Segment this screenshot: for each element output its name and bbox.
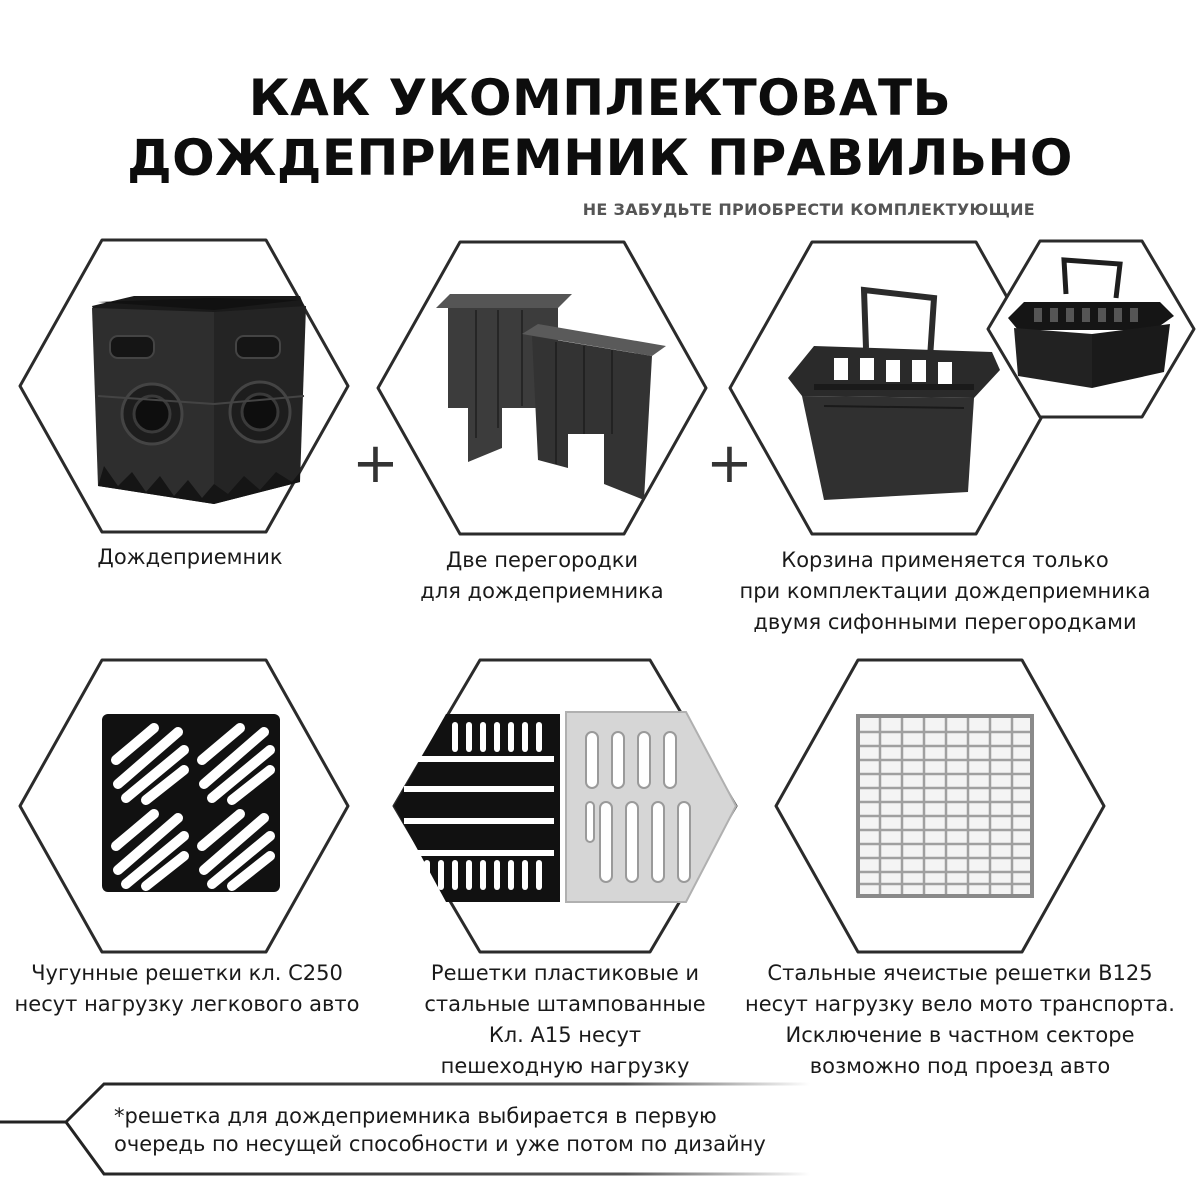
caption-steel-mesh-grate: Стальные ячеистые решетки В125 несут нагрузку вело мото транспорта. Исключение в частном секторе возможно под проезд авто (745, 961, 1175, 1078)
title-line-1: КАК УКОМПЛЕКТОВАТЬ (248, 69, 952, 127)
plastic-steel-grate-icon (394, 712, 736, 902)
plus-sign-1: + (352, 431, 399, 496)
rain-inlet-box-icon (92, 296, 306, 504)
page-title (0, 68, 1200, 188)
caption-rain-inlet: Дождеприемник (97, 545, 283, 569)
page-subtitle: НЕ ЗАБУДЬТЕ ПРИОБРЕСТИ КОМПЛЕКТУЮЩИЕ (582, 200, 1035, 219)
steel-mesh-grate-icon (858, 716, 1032, 896)
caption-cast-iron-grate: Чугунные решетки кл. С250 несут нагрузку легкового авто (14, 961, 360, 1016)
cast-iron-grate-icon (102, 714, 280, 892)
caption-plastic-steel-grate: Решетки пластиковые и стальные штампованные Кл. А15 несут пешеходную нагрузку (424, 961, 706, 1078)
hex-basket-assembled (984, 238, 1198, 420)
note-text: *решетка для дождеприемника выбирается в первую очередь по несущей способности и уже потом по дизайну (114, 1104, 766, 1156)
plus-sign-2: + (706, 431, 753, 496)
hex-steel-mesh-grate (770, 656, 1110, 956)
caption-basket: Корзина применяется только при комплектации дождеприемника двумя сифонными перегородками (739, 548, 1151, 634)
hex-cast-iron-grate (14, 656, 354, 956)
hex-rain-inlet (14, 236, 354, 536)
caption-partitions: Две перегородки для дождеприемника (420, 548, 664, 603)
title-line-2: ДОЖДЕПРИЕМНИК ПРАВИЛЬНО (127, 129, 1073, 187)
hex-plastic-steel-grate (390, 656, 740, 956)
hex-partitions (372, 238, 712, 538)
